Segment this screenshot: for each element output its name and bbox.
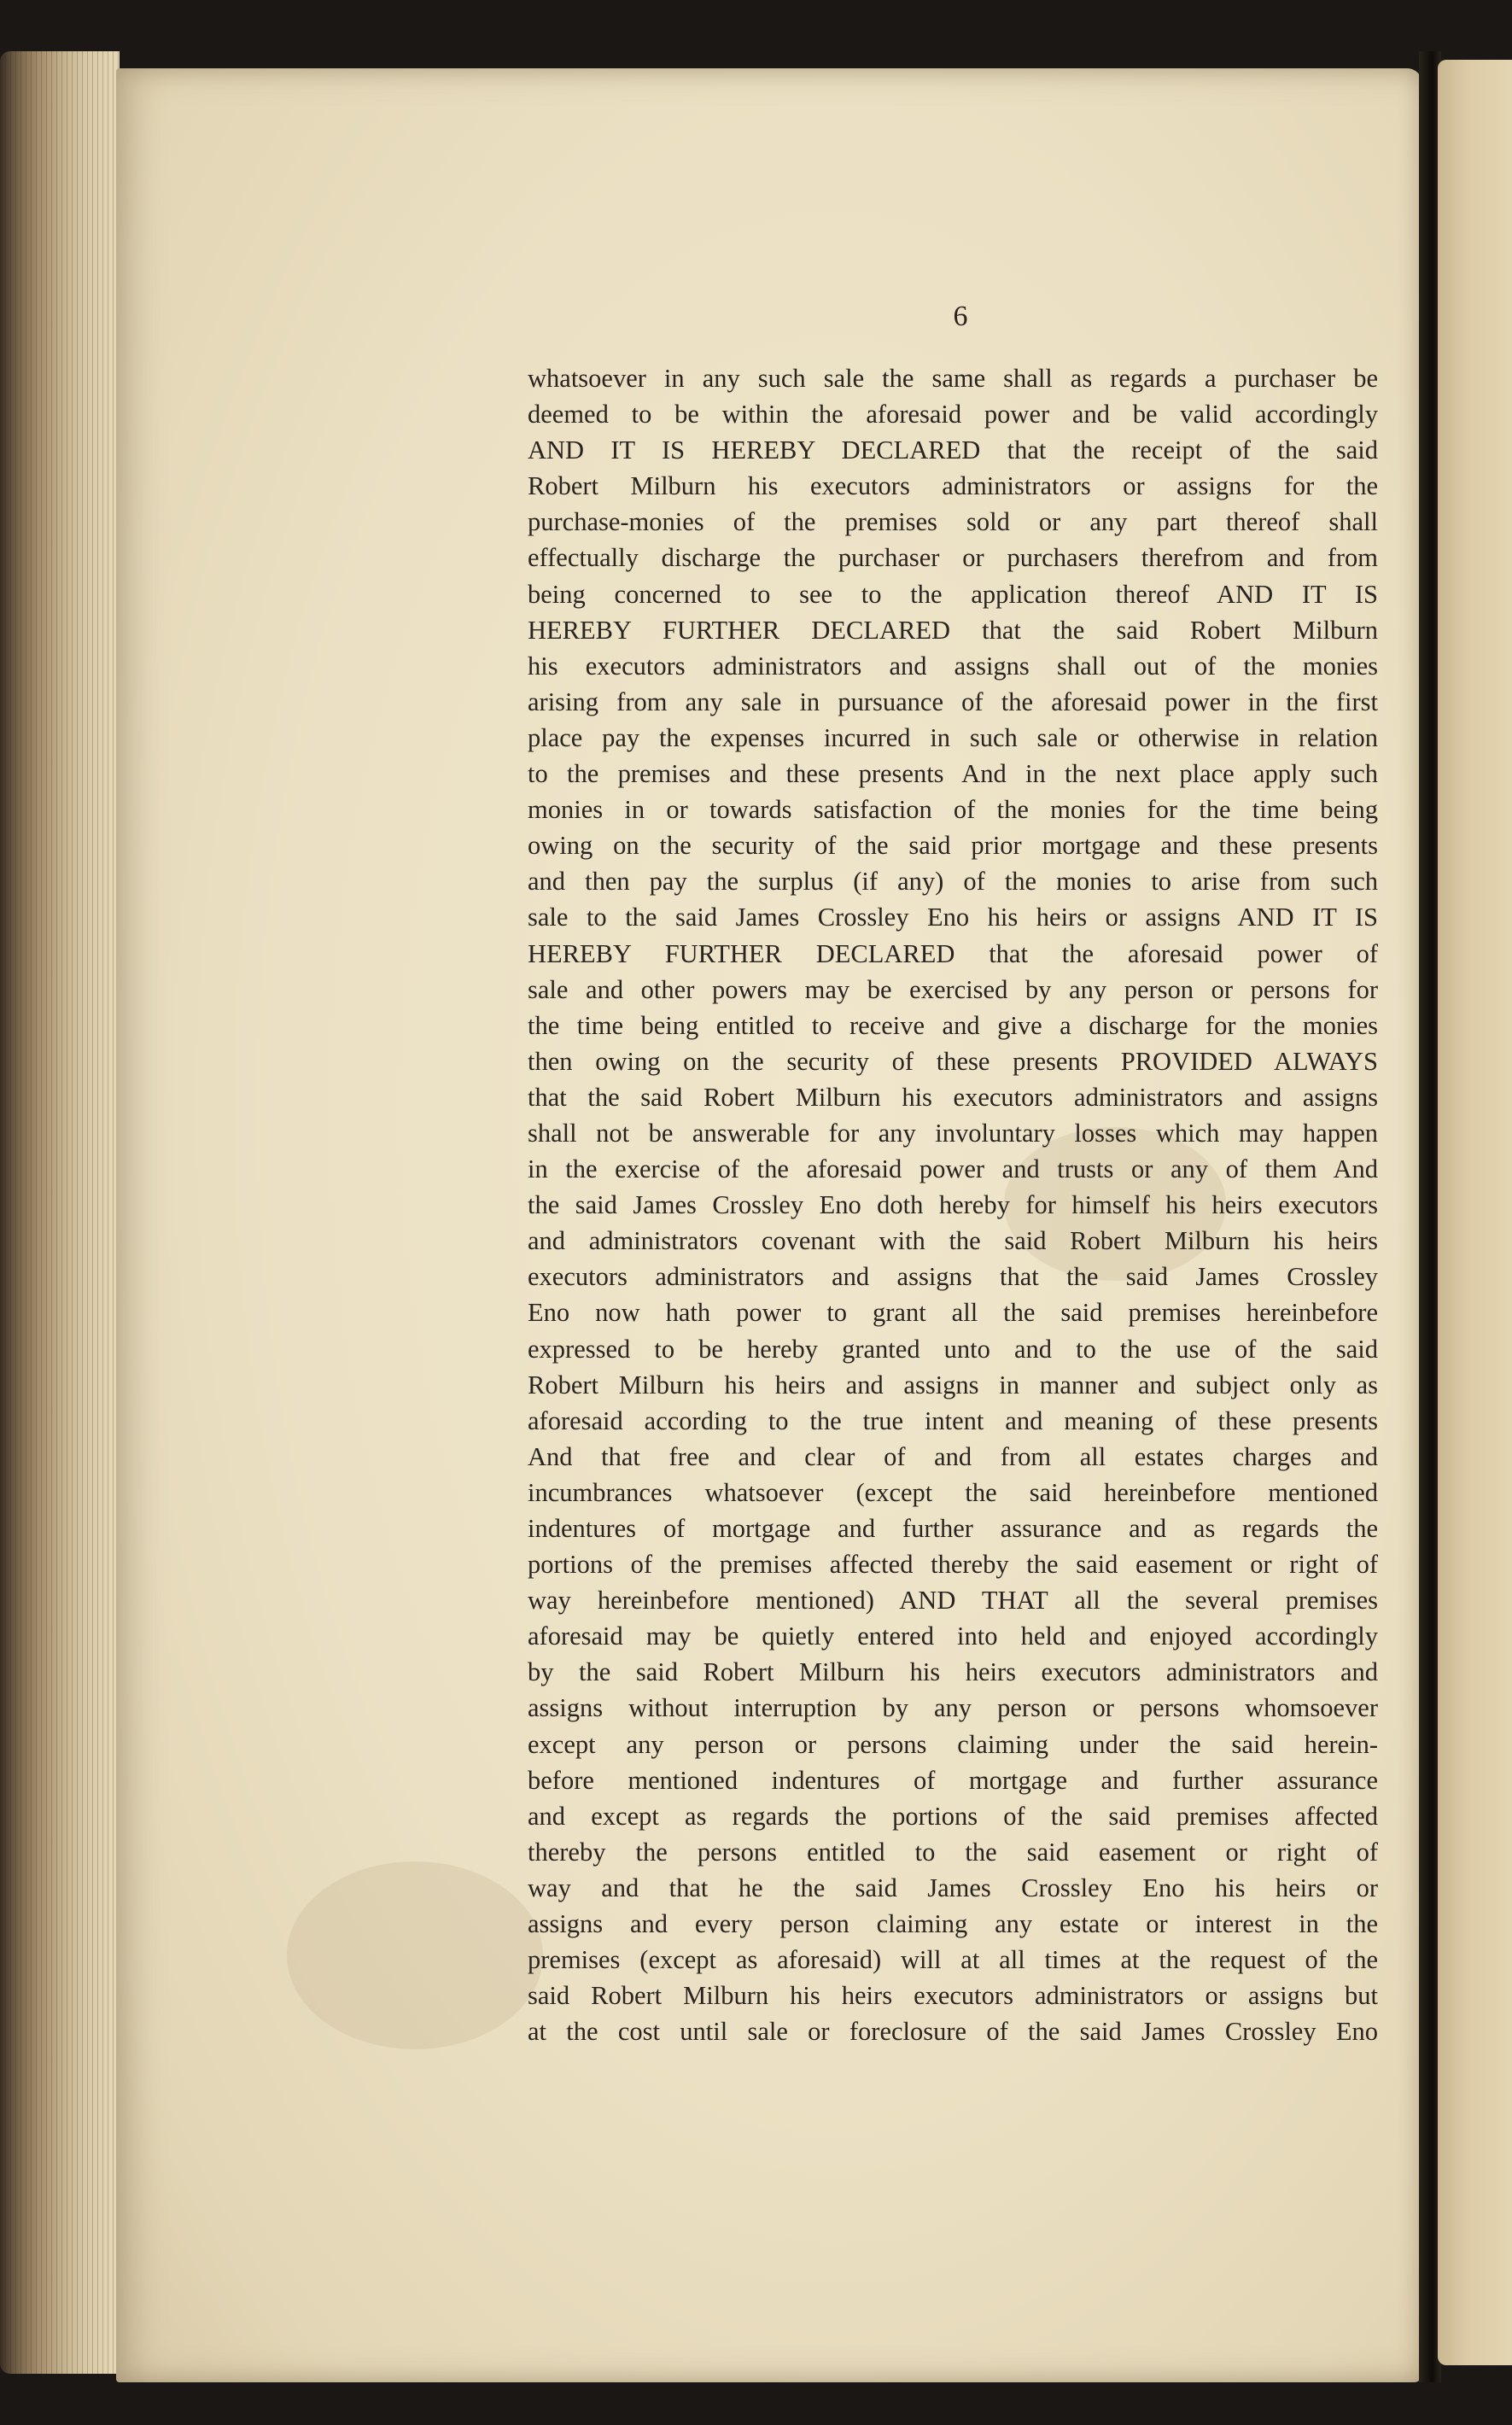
text-line: aforesaid may be quietly entered into held and enjoyed accordingly (528, 1622, 1378, 1651)
text-line: incumbrances whatsoever (except the said hereinbefore mentioned (528, 1477, 1378, 1507)
text-line: thereby the persons entitled to the said easement or right of (528, 1837, 1378, 1867)
text-line: expressed to be hereby granted unto and to the use of the said (528, 1334, 1378, 1364)
text-line: before mentioned indentures of mortgage and further assurance (528, 1765, 1378, 1795)
text-line: deemed to be within the aforesaid power and be valid accordingly (528, 400, 1378, 429)
text-line: effectually discharge the purchaser or purchasers therefrom and from (528, 543, 1378, 573)
text-line: that the said Robert Milburn his executors administrators and assigns (528, 1082, 1378, 1112)
text-line: place pay the expenses incurred in such sale or otherwise in relation (528, 722, 1378, 752)
text-line: shall not be answerable for any involuntary losses which may happen (528, 1118, 1378, 1148)
page-edges-left (0, 51, 120, 2374)
text-line: and except as regards the portions of the said premises affected (528, 1801, 1378, 1831)
text-line: by the said Robert Milburn his heirs executors administrators and (528, 1657, 1378, 1687)
text-line: HEREBY FURTHER DECLARED that the said Robert Milburn (528, 615, 1378, 645)
text-line: monies in or towards satisfaction of the monies for the time being (528, 795, 1378, 825)
text-line: the said James Crossley Eno doth hereby for himself his heirs executors (528, 1190, 1378, 1220)
body-text (528, 360, 1378, 2049)
text-line: AND IT IS HEREBY DECLARED that the receipt of the said (528, 435, 1378, 465)
text-line: the time being entitled to receive and give a discharge for the monies (528, 1010, 1378, 1040)
text-line: sale to the said James Crossley Eno his heirs or assigns AND IT IS (528, 903, 1378, 932)
text-line: premises (except as aforesaid) will at all times at the request of the (528, 1945, 1378, 1975)
text-line: and administrators covenant with the said Robert Milburn his heirs (528, 1226, 1378, 1256)
text-line: whatsoever in any such sale the same shall as regards a purchaser be (528, 364, 1378, 393)
text-line: assigns without interruption by any person or persons whomsoever (528, 1693, 1378, 1723)
text-line: way hereinbefore mentioned) AND THAT all the several premises (528, 1586, 1378, 1616)
text-line: to the premises and these presents And in the next place apply such (528, 759, 1378, 789)
text-line: his executors administrators and assigns shall out of the monies (528, 651, 1378, 681)
text-line: HEREBY FURTHER DECLARED that the aforesaid power of (528, 938, 1378, 968)
text-line: way and that he the said James Crossley Eno his heirs or (528, 1873, 1378, 1902)
paper-stain (287, 1861, 543, 2049)
text-line: aforesaid according to the true intent and meaning of these presents (528, 1405, 1378, 1435)
text-line: portions of the premises affected thereby the said easement or right of (528, 1550, 1378, 1580)
text-line: Robert Milburn his executors administrators or assigns for the (528, 471, 1378, 501)
text-line: executors administrators and assigns that the said James Crossley (528, 1262, 1378, 1292)
text-line: in the exercise of the aforesaid power and trusts or any of them And (528, 1154, 1378, 1184)
text-line: except any person or persons claiming under the said herein- (528, 1729, 1378, 1759)
text-line: said Robert Milburn his heirs executors administrators or assigns but (528, 1981, 1378, 2011)
text-line: arising from any sale in pursuance of the aforesaid power in the first (528, 687, 1378, 716)
text-line: indentures of mortgage and further assurance and as regards the (528, 1514, 1378, 1543)
text-line: and then pay the surplus (if any) of the monies to arise from such (528, 867, 1378, 897)
text-line: assigns and every person claiming any estate or interest in the (528, 1909, 1378, 1939)
text-line: at the cost until sale or foreclosure of the said James Crossley Eno (528, 2017, 1378, 2047)
text-line: Robert Milburn his heirs and assigns in manner and subject only as (528, 1370, 1378, 1399)
text-line: sale and other powers may be exercised by any person or persons for (528, 974, 1378, 1004)
text-line: being concerned to see to the application thereof AND IT IS (528, 579, 1378, 609)
text-line: Eno now hath power to grant all the said premises hereinbefore (528, 1298, 1378, 1328)
text-line: And that free and clear of and from all estates charges and (528, 1441, 1378, 1471)
page-number: 6 (953, 301, 968, 332)
next-page-edge (1438, 60, 1512, 2365)
text-line: then owing on the security of these presents PROVIDED ALWAYS (528, 1046, 1378, 1076)
text-line: purchase-monies of the premises sold or any part thereof shall (528, 507, 1378, 537)
page-edge-lines (0, 51, 120, 2374)
text-line: owing on the security of the said prior mortgage and these presents (528, 831, 1378, 861)
